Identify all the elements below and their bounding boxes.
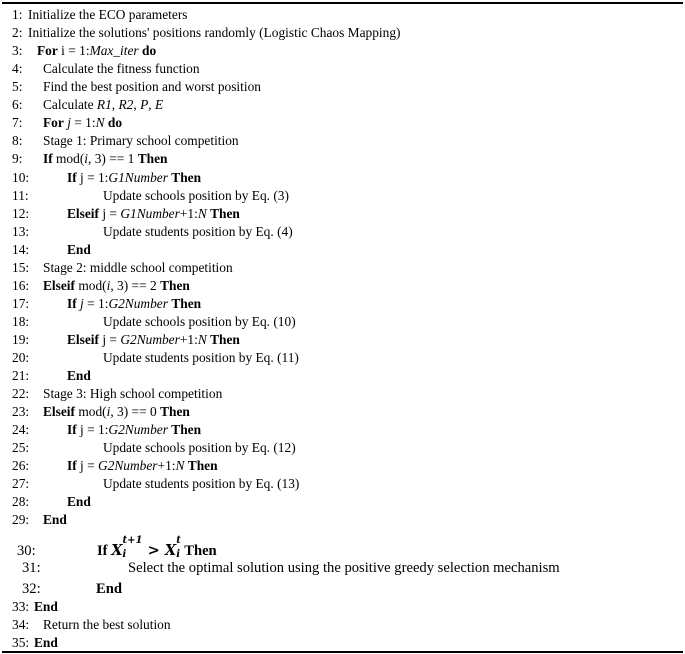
line-number: 19:	[12, 332, 30, 347]
keyword: End	[96, 581, 122, 597]
variable: E	[154, 97, 164, 112]
algorithm-line-27	[12, 475, 299, 493]
keyword: For	[43, 115, 64, 130]
variable: i	[84, 151, 89, 166]
algorithm-line-20	[12, 349, 299, 367]
keyword: Then	[160, 404, 190, 419]
keyword: If	[43, 151, 53, 166]
statement-text: Update schools position by Eq. (3)	[103, 188, 289, 203]
keyword: do	[142, 43, 157, 58]
algorithm-line-10	[12, 169, 201, 187]
line-number: 10:	[12, 170, 30, 185]
algorithm-line-21	[12, 367, 91, 385]
line-number: 15:	[12, 260, 30, 275]
algorithm-line-13	[12, 223, 293, 241]
keyword: If	[67, 458, 77, 473]
line-number: 14:	[12, 242, 30, 257]
statement-text: Find the best position and worst position	[43, 79, 261, 94]
statement-text: +1:	[179, 206, 198, 221]
statement-text: j =	[76, 458, 98, 473]
line-number: 5:	[12, 79, 23, 94]
algorithm-line-30	[17, 535, 217, 560]
keyword: Then	[137, 151, 168, 166]
line-number: 35:	[12, 635, 30, 650]
algorithm-line-17	[12, 295, 201, 313]
algorithm-line-7	[12, 114, 122, 132]
line-number: 33:	[12, 599, 30, 614]
statement-text: ,	[133, 97, 141, 112]
line-number: 3:	[12, 43, 23, 58]
keyword: For	[37, 43, 58, 58]
algorithm-line-12	[12, 205, 240, 223]
algorithm-line-32	[22, 580, 122, 598]
statement-text: , 3) == 1	[88, 151, 138, 166]
keyword: do	[107, 115, 123, 130]
line-number: 4:	[12, 61, 23, 76]
algorithm-line-6	[12, 96, 163, 114]
algorithm-line-1	[12, 6, 188, 24]
statement-text: j =	[99, 332, 121, 347]
line-number: 1:	[12, 7, 23, 22]
statement-text: j = 1:	[76, 170, 109, 185]
keyword: Then	[210, 332, 240, 347]
line-number: 34:	[12, 617, 30, 632]
statement-text: mod(	[75, 278, 107, 293]
statement-text: j = 1:	[76, 422, 109, 437]
algorithm-line-31	[22, 559, 560, 577]
line-number: 13:	[12, 224, 30, 239]
keyword: If	[67, 422, 77, 437]
keyword: Then	[171, 170, 202, 185]
keyword: Elseif	[43, 278, 75, 293]
algorithm-line-9	[12, 150, 168, 168]
keyword: End	[67, 242, 91, 257]
keyword: End	[67, 368, 91, 383]
keyword: End	[34, 635, 58, 650]
variable: G2Number	[98, 458, 158, 473]
variable: G2Number	[108, 422, 168, 437]
algorithm-line-25	[12, 439, 296, 457]
line-number: 7:	[12, 115, 23, 130]
line-number: 22:	[12, 386, 30, 401]
statement-text: Calculate the fitness function	[43, 61, 200, 76]
statement-text: ,	[148, 97, 155, 112]
statement-text: Calculate	[43, 97, 97, 112]
algorithm-line-18	[12, 313, 296, 331]
statement-text: Update schools position by Eq. (12)	[103, 440, 296, 455]
statement-text: Update schools position by Eq. (10)	[103, 314, 296, 329]
statement-text: i = 1:	[57, 43, 90, 58]
line-number: 18:	[12, 314, 30, 329]
keyword: End	[67, 494, 91, 509]
statement-text: , 3) == 2	[110, 278, 161, 293]
math-condition: $X^{t+1}$ i > $X^t$ i	[111, 535, 181, 560]
line-number: 26:	[12, 458, 30, 473]
line-number: 12:	[12, 206, 30, 221]
line-number: 25:	[12, 440, 30, 455]
variable: i	[106, 404, 111, 419]
algorithm-line-5	[12, 78, 261, 96]
keyword: Elseif	[67, 332, 99, 347]
keyword: Then	[171, 296, 202, 311]
line-number: 29:	[12, 512, 30, 527]
variable: G1Number	[108, 170, 168, 185]
variable: i	[106, 278, 111, 293]
line-number: 24:	[12, 422, 30, 437]
variable: P	[140, 97, 149, 112]
algorithm-line-15	[12, 259, 233, 277]
keyword: End	[43, 512, 67, 527]
statement-text: Update students position by Eq. (4)	[103, 224, 293, 239]
variable: R1	[96, 97, 112, 112]
statement-text: +1:	[179, 332, 198, 347]
variable: N	[197, 332, 207, 347]
variable: j	[67, 115, 71, 130]
variable: N	[95, 115, 105, 130]
keyword: Then	[160, 278, 190, 293]
statement-text: Select the optimal solution using the positive greedy selection mechanism	[128, 560, 560, 576]
keyword: If	[67, 170, 77, 185]
line-number: 23:	[12, 404, 30, 419]
algorithm-line-14	[12, 241, 91, 259]
variable: G1Number	[120, 206, 180, 221]
variable: G2Number	[120, 332, 180, 347]
keyword: If	[67, 296, 77, 311]
statement-text: Update students position by Eq. (11)	[103, 350, 299, 365]
line-number: 27:	[12, 476, 30, 491]
algorithm-line-4	[12, 60, 200, 78]
line-number: 9:	[12, 151, 23, 166]
keyword: Then	[171, 422, 202, 437]
line-number: 16:	[12, 278, 30, 293]
statement-text: Initialize the ECO parameters	[28, 7, 188, 22]
keyword: Elseif	[43, 404, 75, 419]
statement-text: Stage 3: High school competition	[43, 386, 223, 401]
statement-text: = 1:	[70, 115, 96, 130]
statement-text: Update students position by Eq. (13)	[103, 476, 300, 491]
statement-text: Return the best solution	[43, 617, 171, 632]
algorithm-line-34	[12, 616, 171, 634]
line-number: 6:	[12, 97, 23, 112]
algorithm-line-22	[12, 385, 222, 403]
statement-text: mod(	[75, 404, 107, 419]
line-number: 8:	[12, 133, 23, 148]
variable: R2	[118, 97, 134, 112]
statement-text: Stage 2: middle school competition	[43, 260, 233, 275]
algorithm-line-23	[12, 403, 190, 421]
variable: Max_iter	[89, 43, 139, 58]
algorithm-line-26	[12, 457, 218, 475]
statement-text: mod(	[52, 151, 85, 166]
algorithm-line-28	[12, 493, 91, 511]
keyword: End	[34, 599, 58, 614]
variable: G2Number	[108, 296, 168, 311]
algorithm-line-16	[12, 277, 190, 295]
algorithm-line-8	[12, 132, 239, 150]
line-number: 20:	[12, 350, 30, 365]
statement-text: ,	[111, 97, 119, 112]
keyword: Elseif	[67, 206, 99, 221]
statement-text: Stage 1: Primary school competition	[43, 133, 239, 148]
keyword: If	[97, 542, 112, 559]
algorithm-line-33	[12, 598, 58, 616]
keyword: Then	[180, 542, 217, 559]
algorithm-line-11	[12, 187, 289, 205]
bottom-rule	[2, 651, 683, 653]
variable: N	[197, 206, 207, 221]
line-number: 11:	[12, 188, 29, 203]
statement-text: Initialize the solutions' positions randomly (Logistic Chaos Mapping)	[28, 25, 401, 40]
variable: N	[175, 458, 185, 473]
variable: j	[80, 296, 84, 311]
algorithm-line-29	[12, 511, 67, 529]
algorithm-line-35	[12, 634, 58, 652]
line-number: 2:	[12, 25, 23, 40]
top-rule	[2, 2, 683, 4]
algorithm-line-24	[12, 421, 201, 439]
statement-text: , 3) == 0	[110, 404, 161, 419]
line-number: 21:	[12, 368, 30, 383]
line-number: 32:	[22, 581, 41, 597]
line-number: 28:	[12, 494, 30, 509]
algorithm-line-19	[12, 331, 240, 349]
line-number: 31:	[22, 560, 41, 576]
algorithm-line-3	[12, 42, 156, 60]
line-number: 17:	[12, 296, 30, 311]
statement-text: +1:	[157, 458, 176, 473]
line-number: 30:	[17, 542, 36, 559]
statement-text: = 1:	[83, 296, 109, 311]
keyword: Then	[187, 458, 218, 473]
algorithm-line-2	[12, 24, 400, 42]
statement-text: j =	[99, 206, 121, 221]
keyword: Then	[210, 206, 240, 221]
